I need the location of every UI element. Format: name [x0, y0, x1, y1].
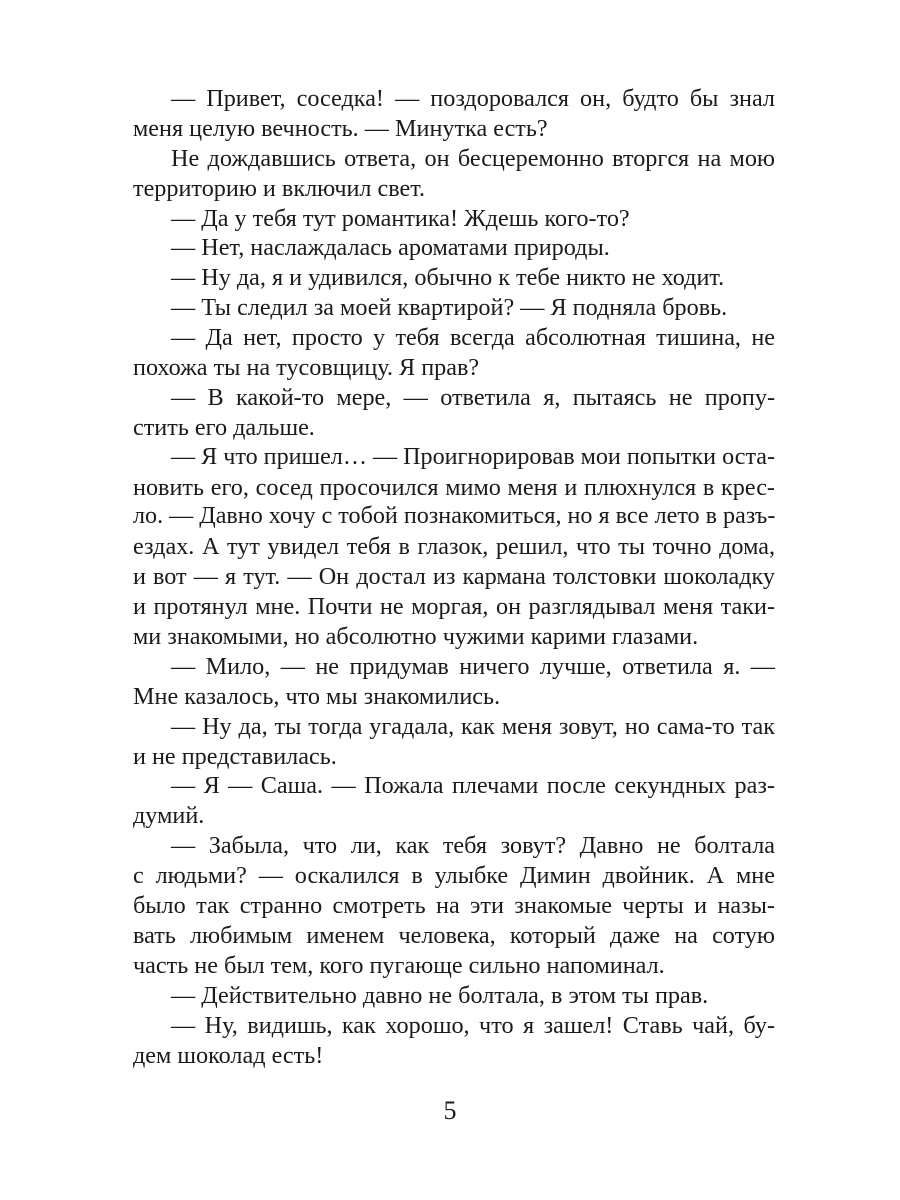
text-line: — Ну да, ты тогда угадала, как меня зовут, но сама-то так	[171, 712, 775, 740]
text-line: и вот — я тут. — Он достал из кармана толстовки шоколадку	[133, 563, 775, 591]
text-line: часть не был тем, кого пугающе сильно напоминал.	[133, 951, 665, 979]
text-line: — Привет, соседка! — поздоровался он, будто бы знал	[171, 85, 775, 112]
text-line: — Нет, наслаждалась ароматами природы.	[171, 234, 610, 262]
text-line: — Да у тебя тут романтика! Ждешь кого-то?	[171, 204, 630, 232]
text-line: было так странно смотреть на эти знакомые черты и назы-	[133, 892, 775, 920]
text-line: — Да нет, просто у тебя всегда абсолютная тишина, не	[171, 324, 775, 352]
text-line: вать любимым именем человека, который даже на сотую	[133, 921, 775, 949]
text-line: Мне казалось, что мы знакомились.	[133, 682, 501, 710]
text-line: территорию и включил свет.	[133, 174, 426, 202]
text-line: — В какой-то мере, — ответила я, пытаясь не пропу-	[171, 383, 775, 411]
text-line: и не представилась.	[133, 742, 337, 770]
text-line: стить его дальше.	[133, 413, 315, 441]
text-line: ло. — Давно хочу с тобой познакомиться, но я все лето в разъ-	[133, 503, 776, 530]
text-line: новить его, сосед просочился мимо меня и плюхнулся в крес-	[133, 473, 775, 501]
text-line: дем шоколад есть!	[133, 1041, 324, 1069]
text-line: думий.	[133, 802, 205, 830]
text-line: — Ну да, я и удивился, обычно к тебе никто не ходит.	[171, 264, 725, 292]
text-line: ми знакомыми, но абсолютно чужими карими глазами.	[133, 623, 699, 651]
text-line: похожа ты на тусовщицу. Я прав?	[133, 354, 480, 382]
text-line: с людьми? — оскалился в улыбке Димин двойник. А мне	[133, 862, 775, 890]
text-line: меня целую вечность. — Минутка есть?	[133, 114, 548, 142]
text-line: — Я что пришел… — Проигнорировав мои попытки оста-	[171, 443, 776, 470]
text-line: — Забыла, что ли, как тебя зовут? Давно не болтала	[171, 832, 775, 860]
text-line: — Я — Саша. — Пожала плечами после секундных раз-	[171, 772, 775, 800]
text-line: — Мило, — не придумав ничего лучше, ответила я. —	[171, 652, 775, 680]
text-line: Не дождавшись ответа, он бесцеремонно вторгся на мою	[171, 144, 775, 172]
text-line: — Действительно давно не болтала, в этом ты прав.	[171, 981, 709, 1009]
page-number: 5	[443, 1096, 457, 1125]
body-text	[133, 84, 775, 1070]
text-line: ездах. А тут увидел тебя в глазок, решил, что ты точно дома,	[133, 533, 775, 561]
text-line: — Ну, видишь, как хорошо, что я зашел! Ставь чай, бу-	[171, 1011, 775, 1039]
text-line: и протянул мне. Почти не моргая, он разглядывал меня таки-	[133, 593, 775, 621]
text-line: — Ты следил за моей квартирой? — Я подняла бровь.	[171, 294, 728, 322]
